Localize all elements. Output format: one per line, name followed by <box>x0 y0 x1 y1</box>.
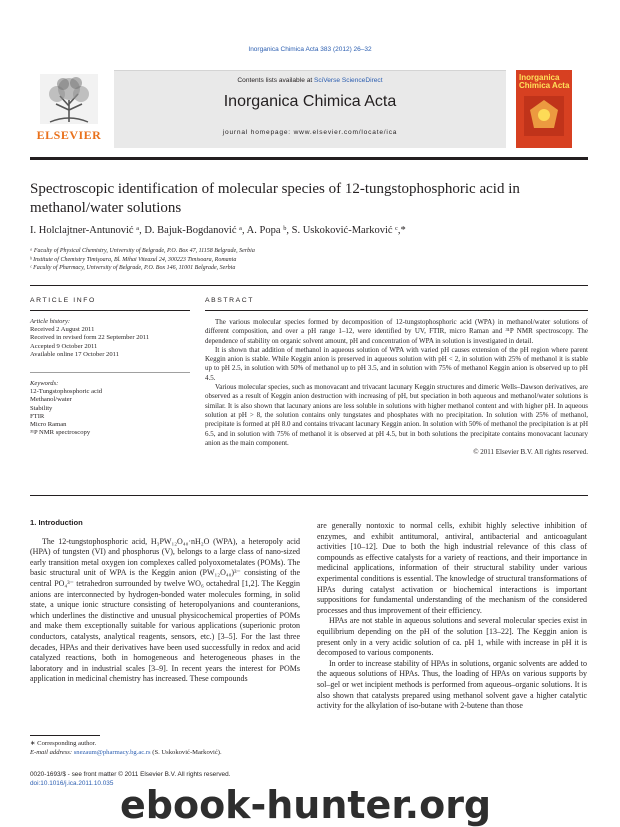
keyword-item: Micro Raman <box>30 421 67 429</box>
affiliations <box>30 247 590 273</box>
body-right-column <box>317 521 587 712</box>
doi-link[interactable]: doi:10.1016/j.ica.2011.10.035 <box>30 779 114 787</box>
keyword-item: ³¹P NMR spectroscopy <box>30 429 91 437</box>
body-paragraph: The 12-tungstophosphoric acid, H₃PW₁₂O₄₀·nH₂O (WPA), a heteropoly acid (HPA) of tungsten (VI) and phosphorus (V), belongs to a large class of nano-sized early transition metal oxygen ion complexes called polyoxometalates (POMs). The basic structural unit of WPA is the Keggin anion (PW₁₂O₄₀)³⁻ consisting of the central PO₄³⁻ tetrahedron surrounded by twelve WO₆ octahedral [1,2]. The Keggin anions are interconnected by hydrogen-bonded water molecules forming, in solid state, a unique ionic structure consisting of heteropolyanions and counteranions, which underlines the distinctive and unusual physicochemical properties of POMs and make them exceptionally suitable for various applications (superionic proton conductors, catalysts, analytical reagents, sensors, etc.) [3–5]. For the last three decades, HPAs and their derivatives have been used successfully in redox and acid catalyzed reactions, both in homogeneous and heterogeneous phases in the laboratory and in industrial scales [3–9]. In recent years the interest for POMs application in medicinal chemistry has increased. These compounds <box>30 536 300 684</box>
keywords-label: Keywords: <box>30 380 59 387</box>
email-suffix: (S. Uskoković-Marković). <box>150 748 222 756</box>
tree-of-knowledge-icon <box>40 74 98 124</box>
abstract-paragraph: It is shown that addition of methanol in aqueous solution of WPA with varied pH causes extension of the pH region where parent Keggin anion is stable. While Keggin anion is preserved in aqueous solution with pH < 2, in solution with 25% of methanol it is stable up to pH 2.5, in solution with 50% of methanol up to pH 3.5, and in solution with 75% of methanol Keggin anion is observed up to pH 4.5. <box>205 345 588 382</box>
keyword-item: Methanol/water <box>30 396 72 404</box>
body-paragraph: HPAs are not stable in aqueous solutions and several molecular species exist in equilibrium depending on the pH of the solution [13–22]. The Keggin anion is present only in a very acidic solution of ca. pH 1, while with increase in pH it is decomposed to various components. <box>317 616 587 658</box>
body-left-column <box>30 518 300 685</box>
body-paragraph: are generally nontoxic to normal cells, exhibit highly selective inhibition of enzymes, and exhibit antitumoral, antiviral, antibacterial and anticoagulant activities [10–12]. Due to both the high industrial relevance of this class of compounds as effective catalysts for a variety of reactions, and their importance in medicinal applications, information of their structural stability under various experimental conditions is essential. The knowledge of structural transformations of HPAs during catalyst activation or biochemical interactions is important suppositions for fundamental understanding of the mechanism of the considered processes and thus improvement of their efficiency. <box>317 521 587 615</box>
elsevier-logo <box>30 70 108 148</box>
history-received: Received 2 August 2011 <box>30 326 95 334</box>
header-rule <box>30 157 588 160</box>
cover-title: Inorganica Chimica Acta <box>519 73 570 90</box>
keyword-item: FTIR <box>30 412 45 420</box>
corresponding-footnote <box>30 740 300 757</box>
article-info-rule <box>30 310 190 311</box>
article-title: Spectroscopic identification of molecular species of 12-tungstophosphoric acid in methanol/water solutions <box>30 181 520 216</box>
footnote-rule <box>30 735 100 736</box>
issn-line: 0020-1693/$ - see front matter © 2011 Elsevier B.V. All rights reserved. <box>30 771 231 778</box>
contents-line <box>114 77 506 84</box>
cover-art-icon <box>524 96 564 136</box>
article-history <box>30 318 190 359</box>
article-authors[interactable]: I. Holclajtner-Antunović ᵃ, D. Bajuk-Bogdanović ᵃ, A. Popa ᵇ, S. Uskoković-Marković ᶜ,* <box>30 225 406 236</box>
article-info-heading: ARTICLE INFO <box>30 297 96 304</box>
affiliation-a: ᵃ Faculty of Physical Chemistry, University of Belgrade, P.O. Box 47, 11158 Belgrade, Serbia <box>30 248 255 254</box>
corresponding-author: ∗ Corresponding author. <box>30 740 97 747</box>
abstract-paragraph: The various molecular species formed by decomposition of 12-tungstophosphoric acid (WPA) in methanol/water solutions of different composition, and over a pH range 1–12, were identified by UV, FTIR, micro Raman and ³¹P NMR spectroscopy. The dependence of stability on organic solvent amount, pH and concentration of WPA in solution is investigated in detail. <box>205 318 588 345</box>
email-link[interactable]: snezaum@pharmacy.bg.ac.rs <box>73 748 151 756</box>
abstract-rule <box>205 310 588 311</box>
email-label: E-mail address: <box>30 748 74 756</box>
journal-citation[interactable]: Inorganica Chimica Acta 383 (2012) 26–32 <box>248 46 372 53</box>
history-label: Article history: <box>30 318 71 325</box>
keyword-item: 12-Tungstophosphoric acid <box>30 388 103 396</box>
sciencedirect-link[interactable]: SciVerse ScienceDirect <box>314 77 383 84</box>
keywords <box>30 380 190 437</box>
contents-prefix: Contents lists available at <box>237 77 315 84</box>
watermark-text: ebook-hunter.org <box>120 783 492 827</box>
history-revised: Received in revised form 22 September 2011 <box>30 334 150 342</box>
body-paragraph: In order to increase stability of HPAs in solutions, organic solvents are added to the aqueous solutions of HPAs. Thus, the loading of HPAs on various supports by sol–gel or wet incipient methods is performed from aqueous–organic solutions. It is also shown that catalysts prepared using methanol solvent gave a higher catalytic activity for the alkylation of iso-butane with 2-butene than those <box>317 658 587 711</box>
watermark-logo <box>120 784 620 827</box>
abstract-paragraph: Various molecular species, such as monovacant and trivacant lacunary Keggin structures and dimeric Wells–Dawson derivatives, are observed as a result of Keggin anion destruction with increasing of pH, but speciation in both aqueous and methanol/water solutions is similar. It is also shown that lacunary anions are less soluble in solutions with higher methanol content and with higher pH. In aqueous solution at pH > 8, the solution contains only tungstates and phosphates with no precipitation. In solution with 25% of methanol, precipitate is formed at pH 8.0 and contains trivacant lacunary Keggin anion. In solution with 50% of methanol the precipitation is at pH 6.5, and in solution with 75% of methanol it is observed at pH 4.5, but in both solutions the precipitate contains monovacant lacunary anion as the main component. <box>205 383 588 447</box>
publisher-logo-text: ELSEVIER <box>36 128 102 142</box>
keyword-item: Stability <box>30 404 53 412</box>
abstract-body <box>205 318 588 457</box>
abstract-heading: ABSTRACT <box>205 297 255 304</box>
section-title: 1. Introduction <box>30 518 83 527</box>
journal-title: Inorganica Chimica Acta <box>223 93 397 110</box>
journal-header <box>114 70 506 148</box>
journal-cover-thumbnail <box>516 70 572 148</box>
info-separator <box>30 372 190 373</box>
history-online: Available online 17 October 2011 <box>30 350 119 358</box>
copyright: © 2011 Elsevier B.V. All rights reserved. <box>473 448 588 457</box>
affiliation-b: ᵇ Institute of Chemistry Timişoara, Bl. Mihai Viteazul 24, 300223 Timisoara, Romania <box>30 256 237 263</box>
email-line <box>30 749 300 758</box>
affiliation-c: ᶜ Faculty of Pharmacy, University of Belgrade, P.O. Box 146, 11001 Belgrade, Serbia <box>30 265 236 271</box>
section-rule <box>30 285 588 286</box>
journal-homepage[interactable]: journal homepage: www.elsevier.com/locate/ica <box>222 129 398 136</box>
history-accepted: Accepted 9 October 2011 <box>30 342 98 350</box>
abstract-bottom-rule <box>30 495 588 496</box>
